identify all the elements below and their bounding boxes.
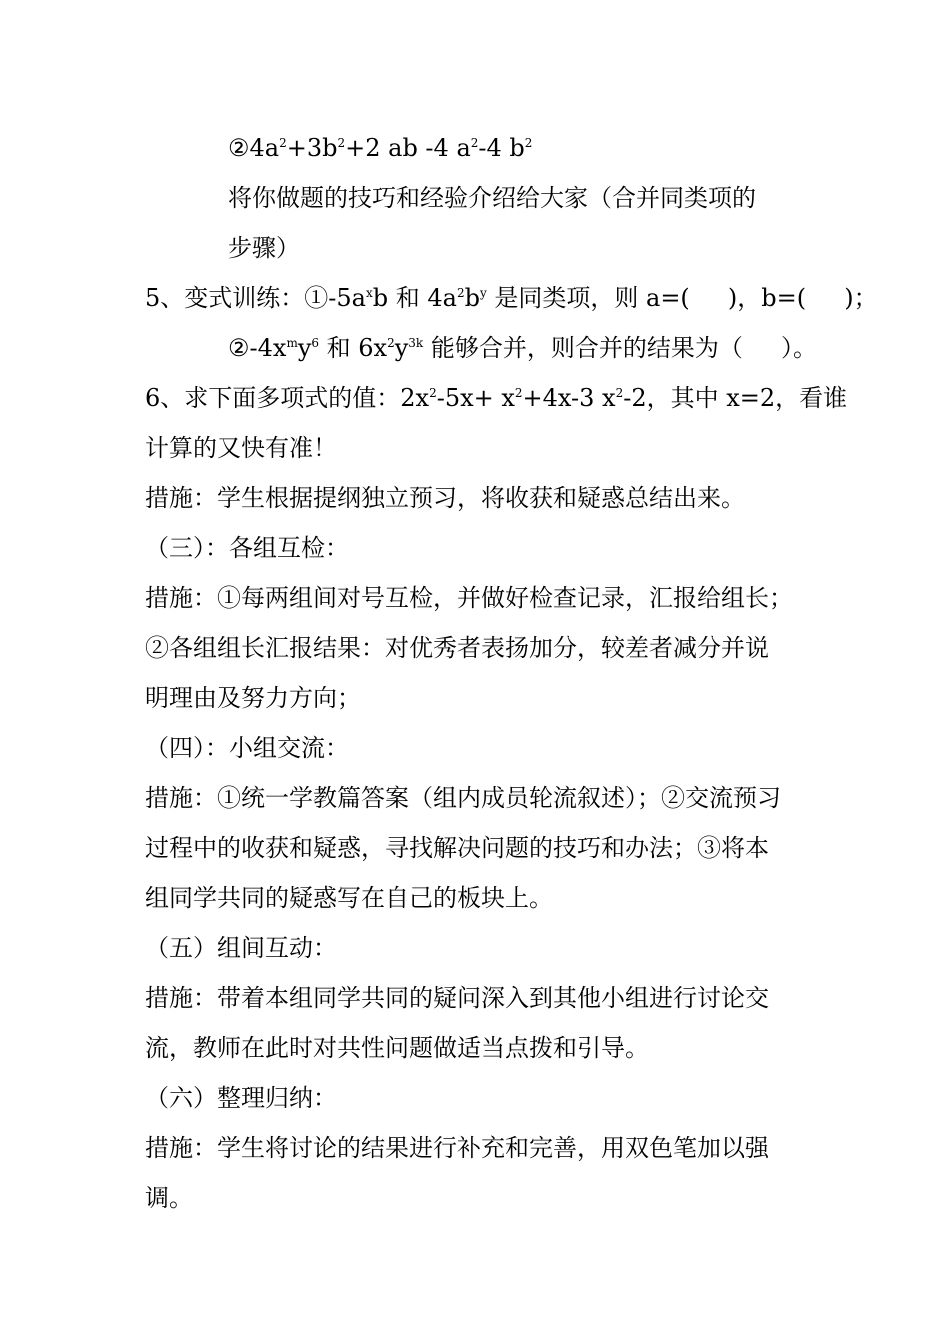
- measure-6-line-1: 措施：学生将讨论的结果进行补充和完善，用双色笔加以强: [145, 1134, 769, 1162]
- measure-3-line-3: 明理由及努力方向；: [145, 684, 361, 712]
- measure-4-line-1: 措施：①统一学教篇答案（组内成员轮流叙述）；②交流预习: [145, 784, 781, 812]
- share-tips-line-2: 步骤）: [228, 234, 300, 262]
- measure-6-line-2: 调。: [145, 1184, 193, 1212]
- section-heading-6: （六）整理归纳：: [145, 1084, 337, 1112]
- section-heading-4: （四）：小组交流：: [145, 734, 349, 762]
- measure-3-line-1: 措施：①每两组间对号互检，并做好检查记录，汇报给组长；: [145, 584, 793, 612]
- exercise-5-item-2: $②-4x^my^6$ 和 $6x^2y^{3k}$ 能够合并，则合并的结果为（ ）。: [228, 334, 817, 362]
- measure-4-line-3: 组同学共同的疑惑写在自己的板块上。: [145, 884, 553, 912]
- share-tips-line-1: 将你做题的技巧和经验介绍给大家（合并同类项的: [228, 184, 756, 212]
- measure-3-line-2: ②各组组长汇报结果：对优秀者表扬加分，较差者减分并说: [145, 634, 769, 662]
- measure-5-line-1: 措施：带着本组同学共同的疑问深入到其他小组进行讨论交: [145, 984, 769, 1012]
- exercise-6-line-1: 6、求下面多项式的值：$2x^2-5x+ x^2+4x-3$ $x^2-2$，其中 x=2，看谁: [145, 384, 848, 412]
- section-heading-3: （三）：各组互检：: [145, 534, 349, 562]
- section-heading-5: （五）组间互动：: [145, 934, 337, 962]
- measure-preview: 措施：学生根据提纲独立预习，将收获和疑惑总结出来。: [145, 484, 745, 512]
- measure-5-line-2: 流，教师在此时对共性问题做适当点拨和引导。: [145, 1034, 649, 1062]
- exercise-6-line-2: 计算的又快有准！: [145, 434, 337, 462]
- exercise-5-variant-training: 5、变式训练：$①-5a^xb$ 和 $4a^2b^y$ 是同类项，则 a=( )，b=( )；: [145, 284, 878, 312]
- exercise-4-item-2: $②4a^2+3b^2+2$ ab -4 $a^2-4$ $b^2$: [228, 134, 533, 162]
- measure-4-line-2: 过程中的收获和疑惑，寻找解决问题的技巧和办法；③将本: [145, 834, 769, 862]
